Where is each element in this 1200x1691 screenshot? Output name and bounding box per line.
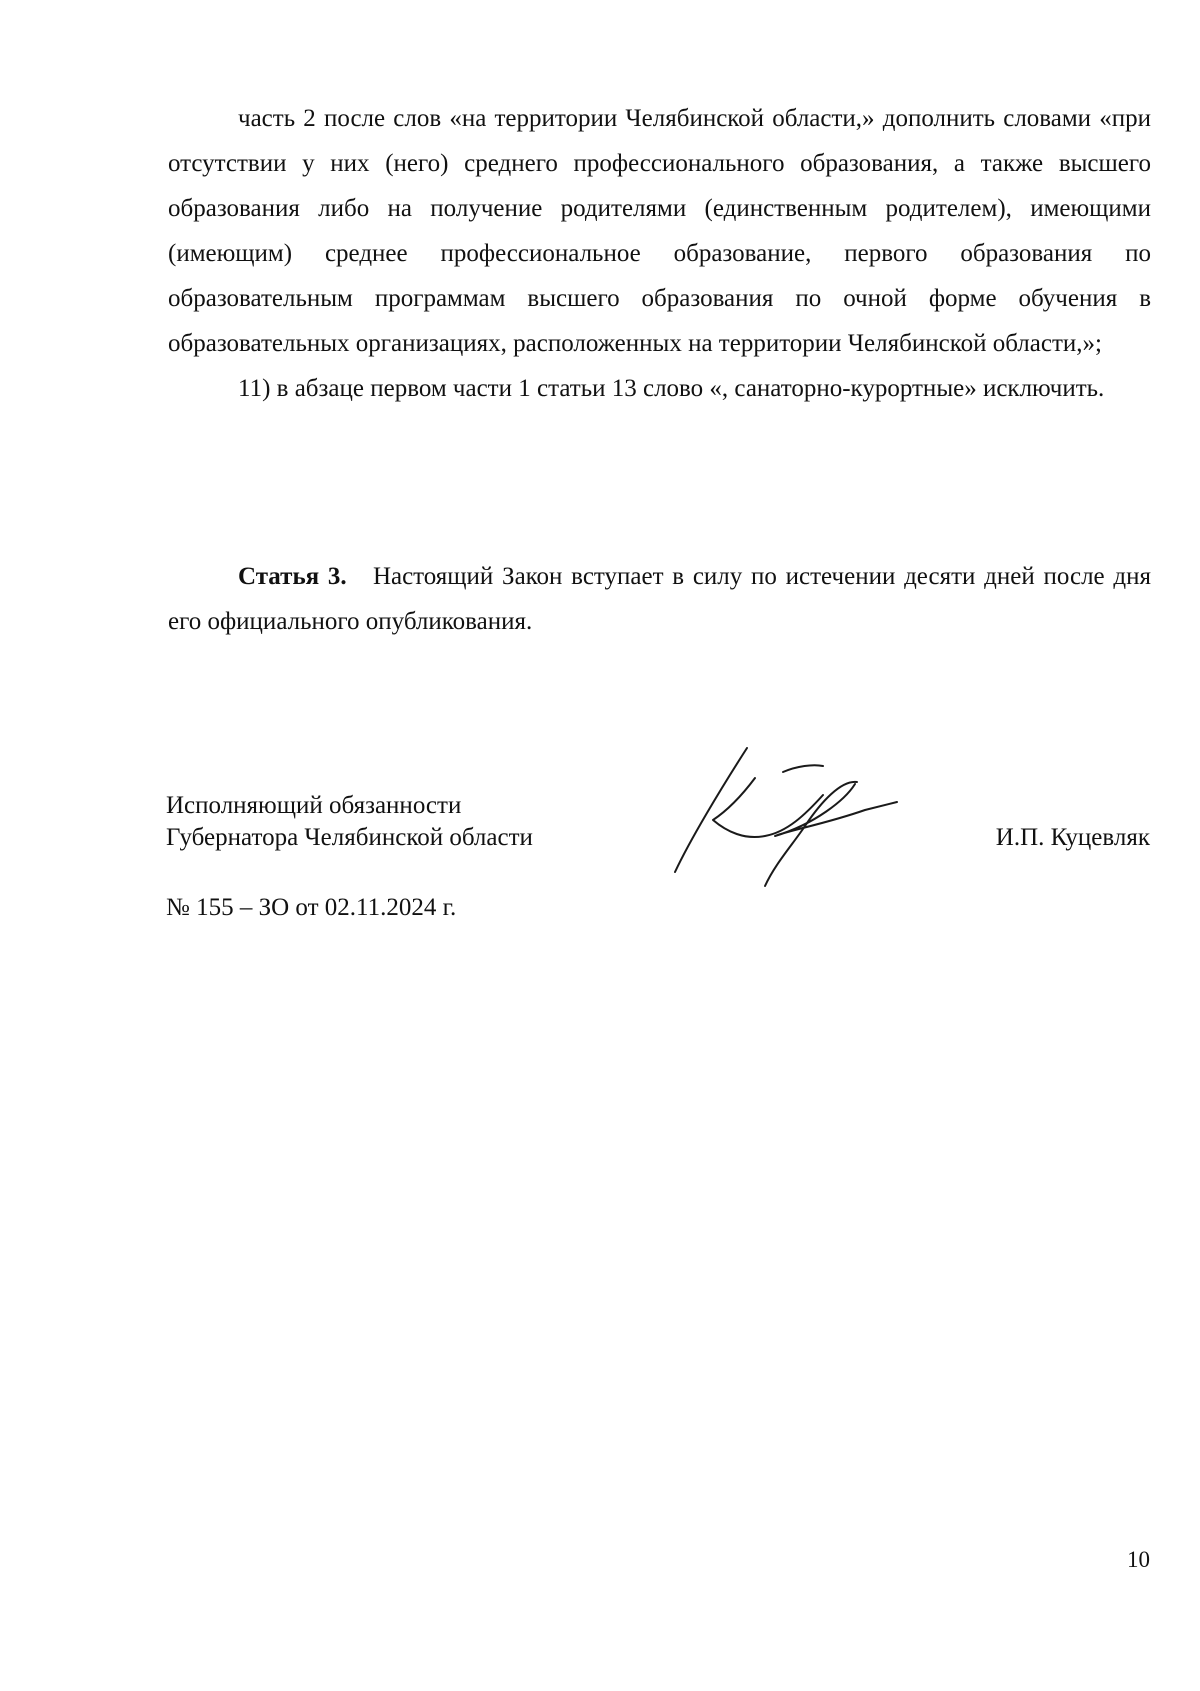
paragraph-part-2: часть 2 после слов «на территории Челябинской области,» дополнить словами «при отсутствии у них (него) среднего профессионального образования, а также высшего образования либо на получение родителями (единственным родителем), имеющими (имеющим) среднее профессиональное образование, первого образования по образовательным программам высшего образования по очной форме обучения в образовательных организациях, расположенных на территории Челябинской области,»; xyxy=(168,105,1151,357)
article-3 xyxy=(168,554,1151,644)
law-number: № 155 – ЗО от 02.11.2024 г. xyxy=(166,894,457,921)
paragraph-item-11: 11) в абзаце первом части 1 статьи 13 слово «, санаторно-курортные» исключить. xyxy=(238,375,1105,402)
article-3-text: Настоящий Закон вступает в силу по истечении десяти дней после дня его официального опубликования. xyxy=(168,563,1151,635)
signer-title-line-2: Губернатора Челябинской области xyxy=(166,824,533,851)
signer-title-line-1: Исполняющий обязанности xyxy=(166,792,462,819)
article-3-label: Статья 3. xyxy=(238,563,347,590)
signer-name: И.П. Куцевляк xyxy=(995,824,1150,851)
page-number: 10 xyxy=(1127,1547,1150,1572)
signer-title xyxy=(166,790,533,854)
amendment-text xyxy=(168,96,1151,411)
article-3-paragraph xyxy=(168,554,1151,644)
handwritten-signature xyxy=(665,740,905,890)
